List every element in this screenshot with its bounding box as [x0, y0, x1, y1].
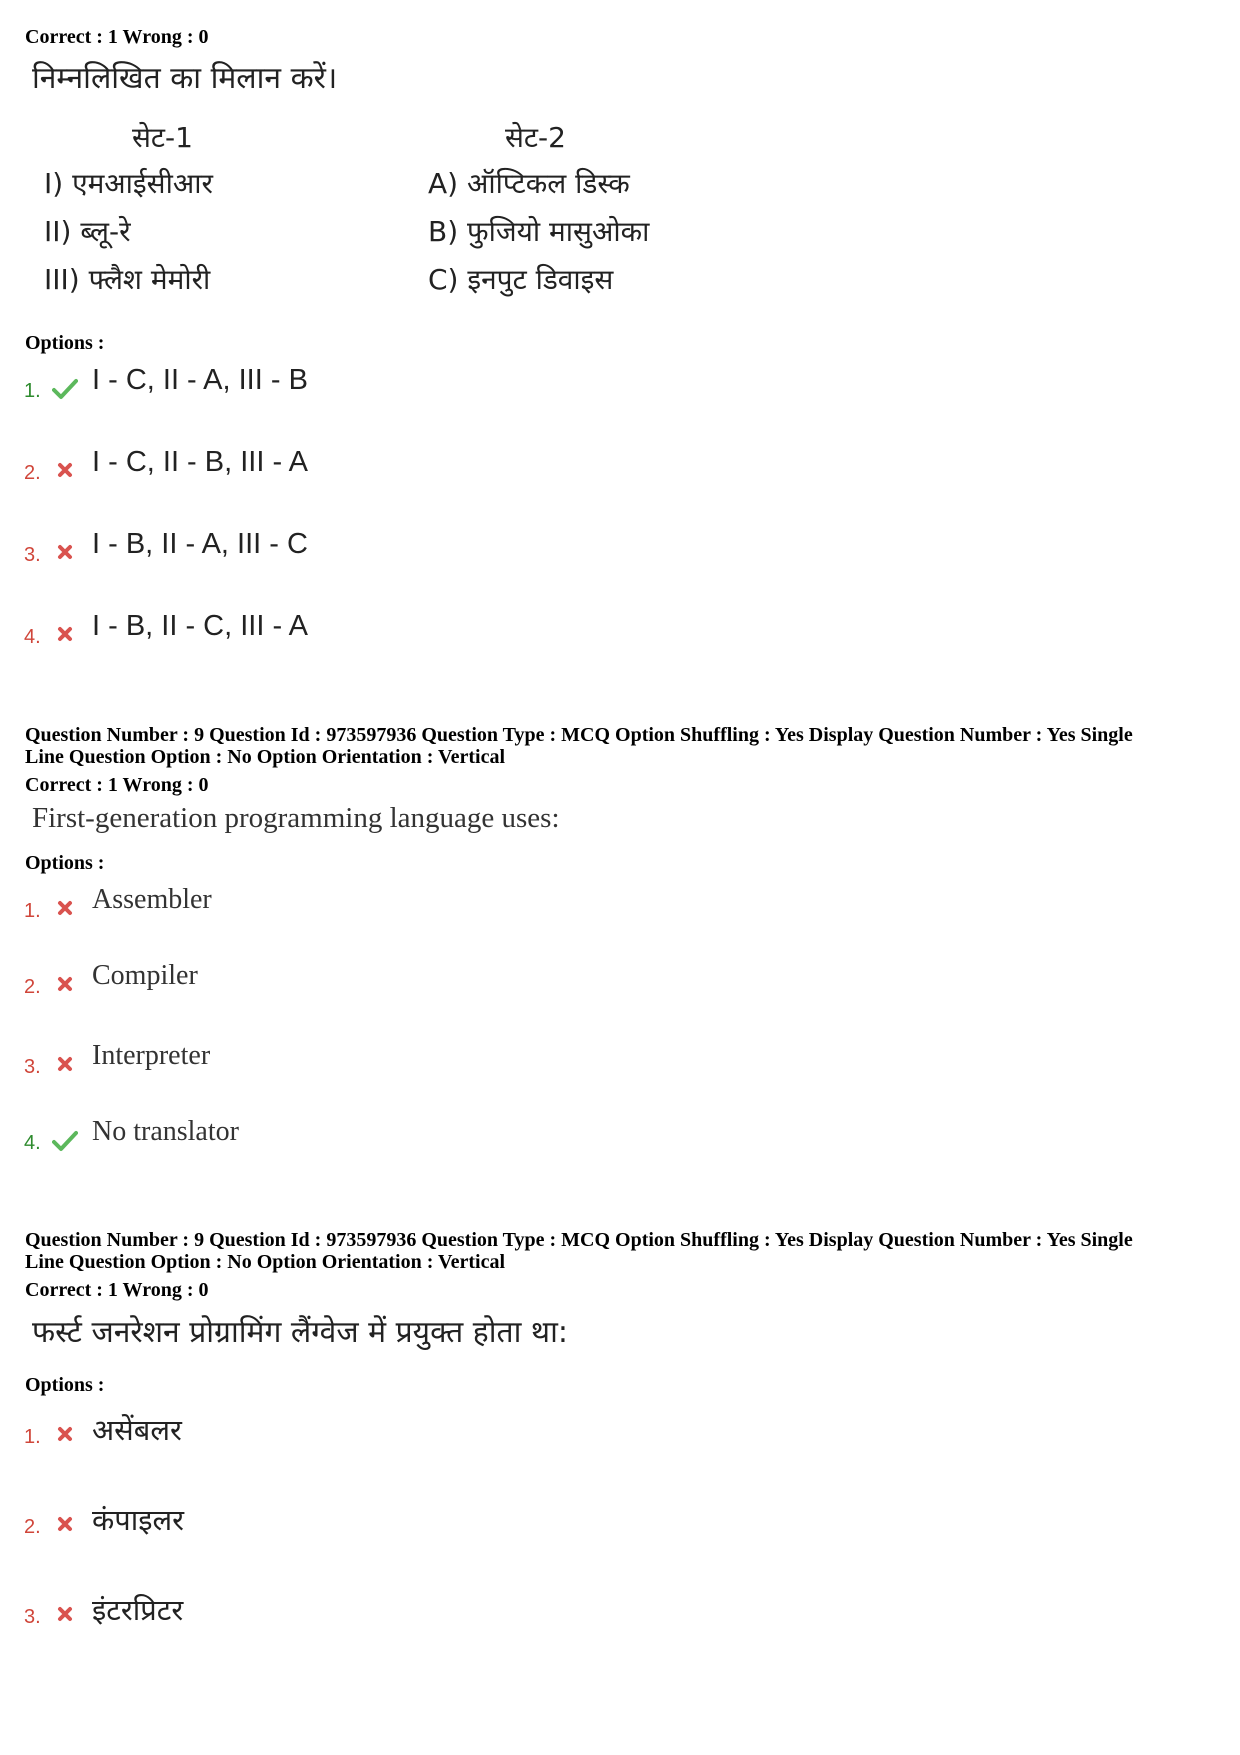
- set1-header: सेट-1: [132, 121, 193, 154]
- set1-item: II) ब्लू-रे: [44, 215, 131, 248]
- option-text: कंपाइलर: [92, 1503, 185, 1537]
- cross-icon: [52, 460, 78, 482]
- option-text: I - B, II - C, III - A: [92, 610, 308, 642]
- cross-icon: [52, 1604, 78, 1626]
- correct-wrong-status: Correct : 1 Wrong : 0: [25, 26, 209, 48]
- question-meta: [25, 724, 1220, 768]
- question-meta-line: Line Question Option : No Option Orientation : Vertical: [25, 746, 506, 768]
- set2-item: A) ऑप्टिकल डिस्क: [428, 167, 630, 200]
- option-number: 2.: [24, 976, 41, 998]
- option-text: इंटरप्रिटर: [92, 1593, 184, 1627]
- option-number: 1.: [24, 900, 41, 922]
- question-meta-line: Question Number : 9 Question Id : 973597936 Question Type : MCQ Option Shuffling : Yes Display Question Number : Yes Single: [25, 724, 1133, 746]
- option-number: 4.: [24, 626, 41, 648]
- option-text: I - B, II - A, III - C: [92, 528, 308, 560]
- option-text: No translator: [92, 1116, 239, 1147]
- cross-icon: [52, 624, 78, 646]
- options-label: Options :: [25, 332, 105, 354]
- option-number: 3.: [24, 544, 41, 566]
- correct-wrong-status: Correct : 1 Wrong : 0: [25, 1279, 209, 1301]
- cross-icon: [52, 542, 78, 564]
- option-text: I - C, II - B, III - A: [92, 446, 308, 478]
- option-number: 3.: [24, 1606, 41, 1628]
- check-icon: [52, 1130, 78, 1152]
- set2-item: B) फुजियो मासुओका: [428, 215, 650, 248]
- question-meta: [25, 1229, 1220, 1273]
- set2-item: C) इनपुट डिवाइस: [428, 263, 614, 296]
- cross-icon: [52, 974, 78, 996]
- question-text: निम्नलिखित का मिलान करें।: [32, 61, 338, 96]
- option-text: I - C, II - A, III - B: [92, 364, 308, 396]
- question-meta-line: Line Question Option : No Option Orientation : Vertical: [25, 1251, 506, 1273]
- question-text: फर्स्ट जनरेशन प्रोग्रामिंग लैंग्वेज में प्रयुक्त होता था:: [32, 1315, 568, 1350]
- cross-icon: [52, 1424, 78, 1446]
- option-number: 1.: [24, 1426, 41, 1448]
- option-text: असेंबलर: [92, 1413, 182, 1447]
- question-meta-line: Question Number : 9 Question Id : 973597936 Question Type : MCQ Option Shuffling : Yes Display Question Number : Yes Single: [25, 1229, 1133, 1251]
- option-number: 2.: [24, 1516, 41, 1538]
- question-text: First-generation programming language uses:: [32, 802, 560, 834]
- set1-item: III) फ्लैश मेमोरी: [44, 263, 211, 296]
- cross-icon: [52, 898, 78, 920]
- check-icon: [52, 378, 78, 400]
- options-label: Options :: [25, 852, 105, 874]
- option-text: Interpreter: [92, 1040, 211, 1071]
- option-text: Compiler: [92, 960, 198, 991]
- options-label: Options :: [25, 1374, 105, 1396]
- set2-header: सेट-2: [505, 121, 566, 154]
- option-number: 3.: [24, 1056, 41, 1078]
- cross-icon: [52, 1054, 78, 1076]
- option-number: 1.: [24, 380, 41, 402]
- set1-item: I) एमआईसीआर: [44, 167, 213, 200]
- option-number: 2.: [24, 462, 41, 484]
- option-text: Assembler: [92, 884, 212, 915]
- cross-icon: [52, 1514, 78, 1536]
- correct-wrong-status: Correct : 1 Wrong : 0: [25, 774, 209, 796]
- option-number: 4.: [24, 1132, 41, 1154]
